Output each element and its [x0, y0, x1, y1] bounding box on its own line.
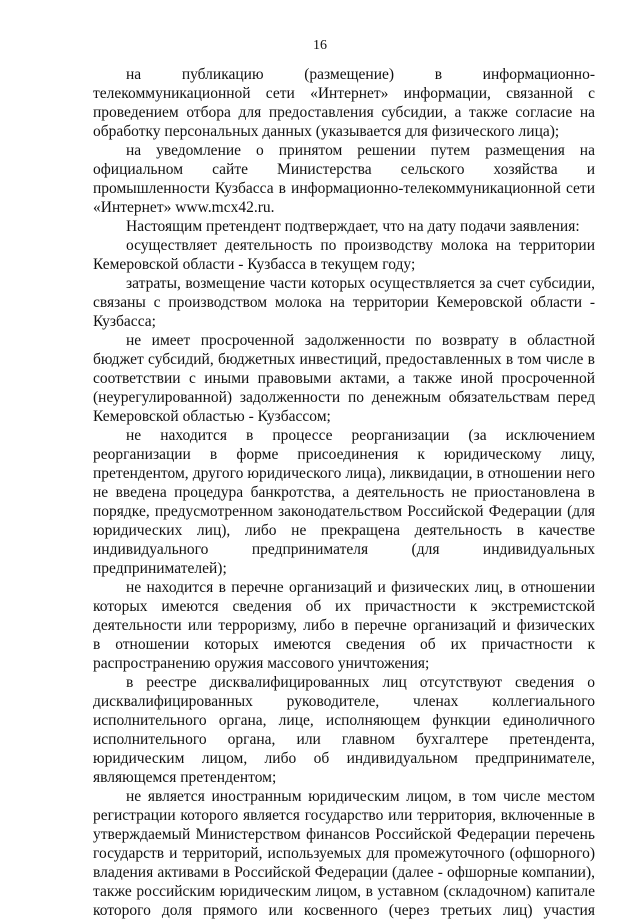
text-line: юридическим лицом, либо об индивидуальном предпринимателе,: [93, 750, 595, 767]
text-line: порядке, предусмотренном законодательством Российской Федерации (для: [93, 503, 595, 520]
text-line: являющемся претендентом;: [93, 769, 277, 786]
text-line: исполнительного органа, лице, исполняющем функции единоличного: [93, 712, 595, 729]
text-line: которых имеются сведения об их причастности к экстремистской: [93, 598, 595, 615]
text-line: связаны с производством молока на территории Кемеровской области -: [93, 294, 595, 311]
text-line: в отношении которых имеются сведения об их причастности к: [93, 636, 595, 653]
text-line: распространению оружия массового уничтожения;: [93, 655, 430, 672]
text-line: телекоммуникационной сети «Интернет» информации, связанной с: [93, 85, 595, 102]
text-line: на уведомление о принятом решении путем размещения на: [126, 142, 595, 159]
text-line: утверждаемый Министерством финансов Российской Федерации перечень: [93, 826, 595, 843]
text-line: Кемеровской области - Кузбасса в текущем году;: [93, 256, 416, 273]
page-number: 16: [313, 38, 327, 53]
text-line: осуществляет деятельность по производству молока на территории: [126, 237, 595, 254]
text-line: не имеет просроченной задолженности по возврату в областной: [126, 332, 595, 349]
text-line: также российским юридическим лицом, в уставном (складочном) капитале: [93, 883, 595, 900]
text-line: претендентом, другого юридического лица), ликвидации, в отношении него: [93, 465, 595, 482]
text-line: не находится в процессе реорганизации (за исключением: [126, 427, 595, 444]
text-line: Настоящим претендент подтверждает, что на дату подачи заявления:: [126, 218, 580, 235]
text-line: исполнительного органа, или главном бухгалтере претендента,: [93, 731, 595, 748]
text-line: деятельности или терроризму, либо в перечне организаций и физических: [93, 617, 595, 634]
text-line: затраты, возмещение части которых осуществляется за счет субсидии,: [126, 275, 595, 292]
text-line: Кемеровской областью - Кузбассом;: [93, 408, 331, 425]
text-line: индивидуального предпринимателя (для индивидуальных: [93, 541, 595, 558]
text-line: не является иностранным юридическим лицом, в том числе местом: [126, 788, 595, 805]
text-line: предпринимателей);: [93, 560, 227, 577]
text-line: обработку персональных данных (указывается для физического лица);: [93, 123, 560, 140]
text-line: (неурегулированной) задолженности по денежным обязательствам перед: [93, 389, 595, 406]
text-line: которого доля прямого или косвенного (через третьих лиц) участия: [93, 902, 595, 919]
text-line: юридических лиц), либо не прекращена деятельность в качестве: [93, 522, 595, 539]
text-line: Кузбасса;: [93, 313, 156, 330]
text-line: соответствии с иными правовыми актами, а также иной просроченной: [93, 370, 595, 387]
text-line: на публикацию (размещение) в информационно-: [126, 66, 595, 83]
text-line: государств и территорий, используемых для промежуточного (офшорного): [93, 845, 595, 862]
text-line: «Интернет» www.mcx42.ru.: [93, 199, 275, 216]
text-line: промышленности Кузбасса в информационно-телекоммуникационной сети: [93, 180, 595, 197]
text-line: официальном сайте Министерства сельского хозяйства и: [93, 161, 595, 178]
text-line: регистрации которого является государство или территория, включенные в: [93, 807, 595, 824]
document-body: [93, 65, 595, 920]
text-line: владения активами в Российской Федерации (далее - офшорные компании),: [93, 864, 595, 881]
text-line: не введена процедура банкротства, а деятельность не приостановлена в: [93, 484, 595, 501]
text-line: реорганизации в форме присоединения к юридическому лицу,: [93, 446, 595, 463]
text-line: бюджет субсидий, бюджетных инвестиций, предоставленных в том числе в: [93, 351, 595, 368]
text-line: в реестре дисквалифицированных лиц отсутствуют сведения о: [126, 674, 595, 691]
text-line: дисквалифицированных руководителе, членах коллегиального: [93, 693, 595, 710]
text-line: не находится в перечне организаций и физических лиц, в отношении: [126, 579, 595, 596]
text-line: проведением отбора для предоставления субсидии, а также согласие на: [93, 104, 595, 121]
